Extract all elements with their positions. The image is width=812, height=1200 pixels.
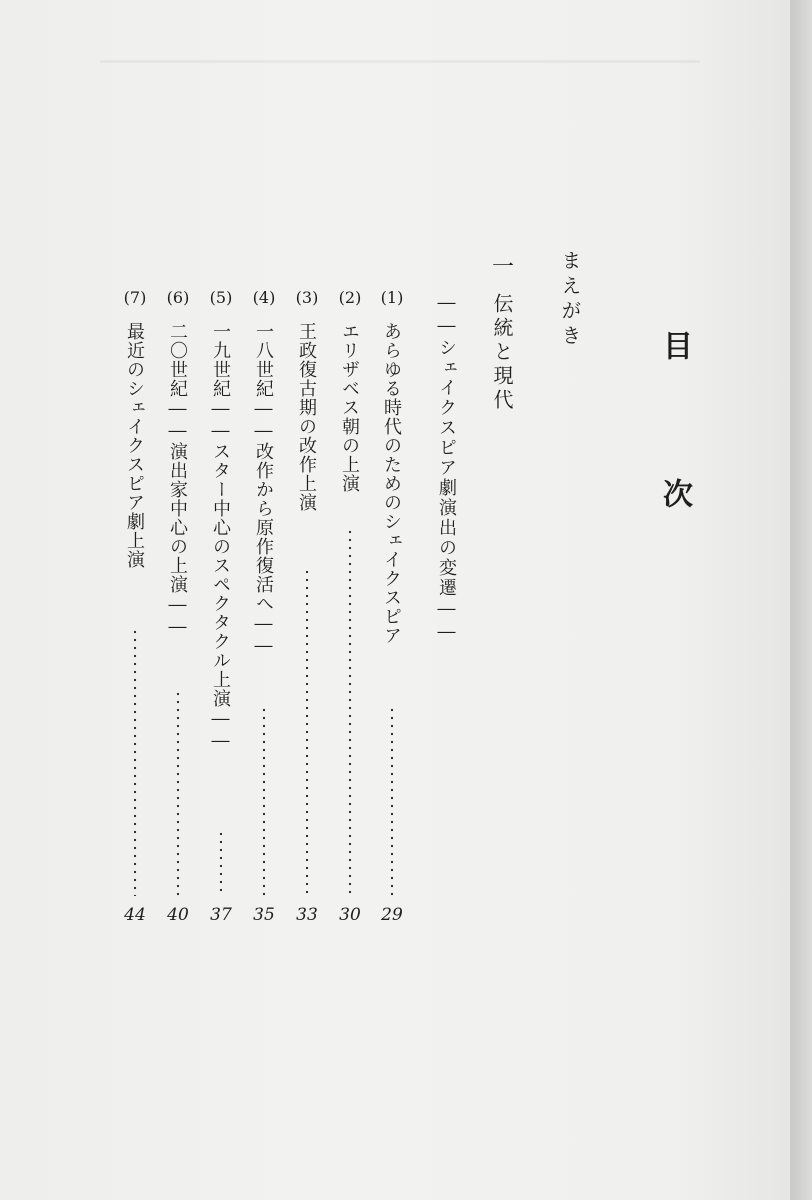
- leader-dots: [219, 830, 223, 896]
- leader-dots: [390, 706, 394, 896]
- leader-dots: [305, 568, 309, 896]
- leader-dots: [133, 628, 137, 896]
- bleed-through-shadow: [100, 60, 700, 63]
- entry-number: (3): [295, 288, 319, 307]
- entry-page: 40: [167, 905, 189, 925]
- entry-number: (4): [252, 288, 276, 307]
- page-edge: [790, 0, 812, 1200]
- entry-page: 29: [381, 905, 403, 925]
- entry-number: (6): [166, 288, 190, 307]
- entry-title: 一八世紀――改作から原作復活へ――: [253, 322, 274, 657]
- entry-number: (2): [338, 288, 362, 307]
- chapter-subtitle: ――シェイクスピア劇演出の変遷――: [436, 292, 457, 644]
- entry-page: 33: [296, 905, 318, 925]
- entry-page: 44: [124, 905, 146, 925]
- chapter-title: 伝統と現代: [490, 293, 514, 413]
- entry-page: 35: [253, 905, 275, 925]
- leader-dots: [262, 706, 266, 896]
- entry-title: 最近のシェイクスピア劇上演: [124, 322, 145, 569]
- leader-dots: [348, 528, 352, 896]
- entry-title: あらゆる時代のためのシェイクスピア: [381, 322, 402, 645]
- preface-entry: まえがき: [558, 250, 582, 350]
- entry-title: 二〇世紀――演出家中心の上演――: [167, 322, 188, 638]
- entry-title: 王政復古期の改作上演: [296, 322, 317, 512]
- entry-title: エリザベス朝の上演: [339, 322, 360, 493]
- chapter-number: 一: [492, 255, 515, 280]
- entry-title: 一九世紀――スター中心のスペクタクル上演――: [210, 322, 231, 752]
- entry-page: 37: [210, 905, 232, 925]
- entry-number: (1): [380, 288, 404, 307]
- leader-dots: [176, 690, 180, 896]
- entry-number: (7): [123, 288, 147, 307]
- entry-number: (5): [209, 288, 233, 307]
- toc-title: 目 次: [657, 330, 692, 552]
- entry-page: 30: [339, 905, 361, 925]
